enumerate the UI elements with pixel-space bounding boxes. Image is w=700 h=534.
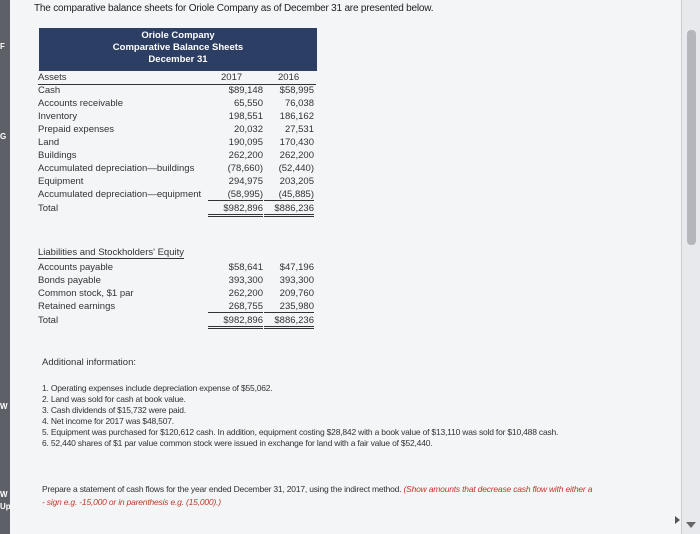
scroll-thumb[interactable] xyxy=(687,30,696,245)
task-hint: (Show amounts that decrease cash flow with either a xyxy=(403,484,593,494)
table-row: Accounts payable $58,641 $47,196 xyxy=(38,262,314,273)
list-item: 4. Net income for 2017 was $48,507. xyxy=(42,416,174,426)
statement-date: December 31 xyxy=(148,54,208,65)
gutter-letter: G xyxy=(0,132,7,141)
liabilities-header-row xyxy=(38,247,318,259)
list-item: 6. 52,440 shares of $1 par value common stock were issued in exchange for land with a fair value of $52,440. xyxy=(42,438,433,448)
table-row-total: Total $982,896 $886,236 xyxy=(38,315,318,327)
table-row: Inventory 198,551 186,162 xyxy=(38,111,314,122)
left-gutter xyxy=(0,0,10,534)
statement-header xyxy=(39,28,317,71)
table-row: Prepaid expenses 20,032 27,531 xyxy=(38,124,314,135)
list-item: 1. Operating expenses include depreciation expense of $55,062. xyxy=(42,383,273,393)
statement-title: Comparative Balance Sheets xyxy=(112,42,244,53)
table-row: Buildings 262,200 262,200 xyxy=(38,150,314,161)
assets-header-row xyxy=(38,72,316,85)
table-row: Land 190,095 170,430 xyxy=(38,137,314,148)
table-row-total: Total $982,896 $886,236 xyxy=(38,203,318,215)
scroll-down-icon[interactable] xyxy=(686,522,696,528)
table-row: Accumulated depreciation—buildings (78,660) (52,440) xyxy=(38,163,314,174)
table-row: Equipment 294,975 203,205 xyxy=(38,176,314,187)
year-2017-header: 2017 xyxy=(221,72,243,83)
table-row: Bonds payable 393,300 393,300 xyxy=(38,275,314,286)
vertical-scrollbar[interactable] xyxy=(681,0,700,534)
intro-text: The comparative balance sheets for Oriole Company as of December 31 are presented below. xyxy=(34,3,434,14)
liabilities-heading: Liabilities and Stockholders' Equity xyxy=(38,247,184,258)
company-name: Oriole Company xyxy=(141,30,215,41)
scroll-right-icon[interactable] xyxy=(675,516,680,524)
list-item: 3. Cash dividends of $15,732 were paid. xyxy=(42,405,186,415)
task-prompt xyxy=(42,483,592,509)
gutter-letter: Up xyxy=(0,502,11,511)
table-row: Accumulated depreciation—equipment (58,995) (45,885) xyxy=(38,189,314,200)
gutter-letter: F xyxy=(0,42,5,51)
table-row: Common stock, $1 par 262,200 209,760 xyxy=(38,288,314,299)
table-row: Cash $89,148 $58,995 xyxy=(38,85,314,96)
additional-info-heading: Additional information: xyxy=(42,357,136,368)
list-item: 5. Equipment was purchased for $120,612 cash. In addition, equipment costing $28,842 with a book value of $13,110 was sold for $10,488 cash. xyxy=(42,427,559,437)
task-hint-continued: - sign e.g. -15,000 or in parenthesis e.g. (15,000).) xyxy=(42,497,221,507)
task-instruction: Prepare a statement of cash flows for the year ended December 31, 2017, using the indirect method. xyxy=(42,484,402,494)
table-row: Retained earnings 268,755 235,980 xyxy=(38,301,314,312)
gutter-letter: W xyxy=(0,402,8,411)
gutter-letter: W xyxy=(0,490,8,499)
table-row: Accounts receivable 65,550 76,038 xyxy=(38,98,314,109)
assets-heading: Assets xyxy=(38,72,67,83)
list-item: 2. Land was sold for cash at book value. xyxy=(42,394,186,404)
year-2016-header: 2016 xyxy=(278,72,300,83)
additional-notes-list xyxy=(42,383,558,449)
